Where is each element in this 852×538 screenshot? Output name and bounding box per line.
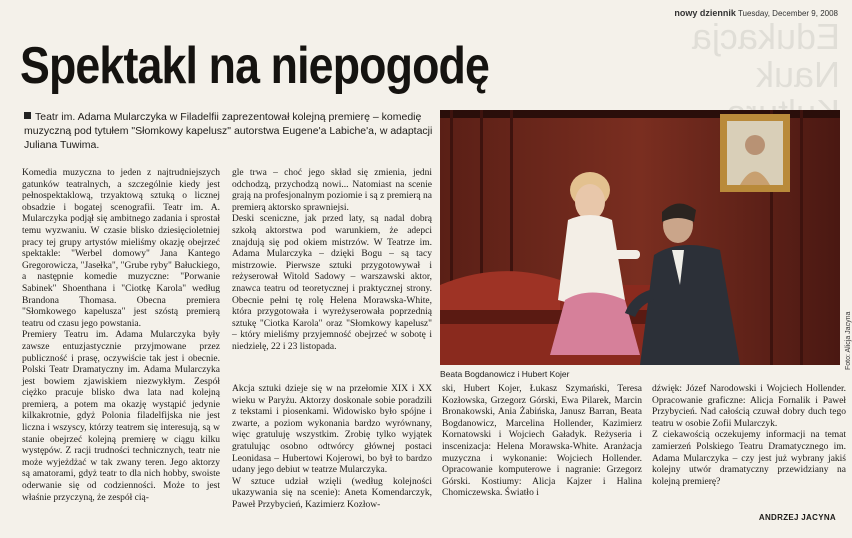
stage-photo-illustration: [440, 110, 840, 365]
text-column-4: dźwięk: Józef Narodowski i Wojciech Hollender. Opracowanie graficzne: Alicja Fornalik i Paweł Przybycień. Nad całością czuwał dobry duch tego teatru w osobie Zofii Mularczyk. Z ciekawością oczekujemy informacji na temat zamierzeń Polskiego Teatru Dramatycznego im. Adama Mularczyka – czy jest już wybrany jakiś kolejny utwór dramatyczny przewidziany na kolejną premierę?: [652, 384, 846, 487]
bleed-through-text: Edukacja Nauk: [691, 16, 840, 95]
masthead-date: Tuesday, December 9, 2008: [737, 9, 838, 18]
lede-bullet-icon: [24, 112, 31, 119]
article-lede: [24, 110, 434, 152]
photo-credit: Foto: Alicja Jacyna: [845, 311, 852, 370]
masthead-brand: nowy dziennik: [674, 8, 736, 18]
stage-photo: [440, 110, 840, 365]
author-signature: ANDRZEJ JACYNA: [758, 513, 836, 522]
text-column-1: Komedia muzyczna to jeden z najtrudniejszych gatunków teatralnych, a szczególnie kiedy jest pełnospektaklową, trzyaktową sztuką o licznej obsadzie i bogatej scenografii. Teatr im. A. Mularczyka podjął się ambitnego zadania i sprostał temu wyzwaniu. W czasie blisko dziesięcioletniej pracy tej grupy artystów mieliśmy okazję obejrzeć spektakle: "Werbel domowy" Jana Kantego Gregorowicza, "Jasełka", "Grube ryby" Bałuckiego, a następnie komedie muzyczne: "Porwanie Sabinek" Shoenthana i "Ciotkę Karola" według Brandona Thomasa. Obecna premiera "Słomkowego kapelusza" jest szóstą premierą teatru od czasu jego powstania. Premiery Teatru im. Adama Mularczyka były zawsze entuzjastycznie przyjmowane przez publiczność i prasę, oczywiście tak jest i obecnie. Polski Teatr Dramatyczny im. Adama Mularczyka jest bowiem zjawiskiem niezwykłym. Zespół ciężko pracuje blisko dwa lata nad kolejną premierą, a potem ma okazję wystąpić jedynie kilkakrotnie, gdyż Polonia filadelfijska nie jest liczna i wszyscy, którzy teatrem się interesują, są w stanie obejrzeć kolejną premierę w ciągu kilku występów. Z racji trudności technicznych, teatr nie może wyjeżdżać w tak zwany teren. Jego aktorzy są amatorami, gdyż teatr to dla nich hobby, swoiste oderwanie się od codzienności. Może to jest właśnie przyczyną, że zespół cią-: [22, 168, 220, 503]
article-headline: Spektakl na niepogodę: [20, 37, 489, 95]
text-column-3: ski, Hubert Kojer, Łukasz Szymański, Teresa Kozłowska, Grzegorz Górski, Ewa Pilarek, Marcin Bronakowski, Ania Żabińska, Janusz Barran, Beata Bogdanowicz, Marcelina Hollender, Kazimierz Kornatowski i Wojciech Gaładyk. Reżyseria i inscenizacja: Helena Morawska-White. Aranżacja muzyczna i wykonanie: Wojciech Hollender. Opracowanie komputerowe i nagranie: Grzegorz Górski. Kostiumy: Alicja Kajzer i Halina Chomiczewska. Światło i: [442, 384, 642, 499]
lede-text: Teatr im. Adama Mularczyka w Filadelfii zaprezentował kolejną premierę – komedię muzyczną pod tytułem "Słomkowy kapelusz" autorstwa Eugene'a Labiche'a, w adaptacji Juliana Tuwima.: [24, 111, 433, 151]
text-column-2: gle trwa – choć jego skład się zmienia, jedni odchodzą, przychodzą nowi... Natomiast na scenie grają na profesjonalnym poziomie i są z premierą na premierą aktorsko sprawniejsi. Deski sceniczne, jak przed laty, są nadal dobrą szkołą aktorstwa pod warunkiem, że adepci znajdują się pod okiem mistrzów. W Teatrze im. Adama Mularczyka – dzięki Bogu – są tacy mistrzowie. Pierwsze sztuki przygotowywał i reżyserował Witold Sadowy – warszawski aktor, znawca teatru od teoretycznej i praktycznej strony. Obecnie pełni tę rolę Helena Morawska-White, która przygotowała i wyreżyserowała poprzednią sztukę "Ciotka Karola" oraz "Słomkowy kapelusz" – który mieliśmy przyjemność obejrzeć w sobotę i niedzielę, 22 i 23 listopada.: [232, 168, 432, 352]
text-column-2-lower: Akcja sztuki dzieje się w na przełomie XIX i XX wieku w Paryżu. Aktorzy doskonale sobie poradzili z tekstami i piosenkami. Widowisko było spójne i zwarte, a poziom wykonania bardzo wyrównany, więc gratuluję wszystkim. Zrobię tylko wyjątek gratulując osobno odtwórcy głównej postaci Leonidasa – Hubertowi Kojerowi, bo był to bardzo udany jego debiut w teatrze Mularczyka. W sztuce udział wzięli (według kolejności ukazywania się na scenie): Aneta Komendarczyk, Paweł Przybycień, Kazimierz Kozłow-: [232, 384, 432, 510]
photo-caption: Beata Bogdanowicz i Hubert Kojer: [440, 369, 570, 379]
